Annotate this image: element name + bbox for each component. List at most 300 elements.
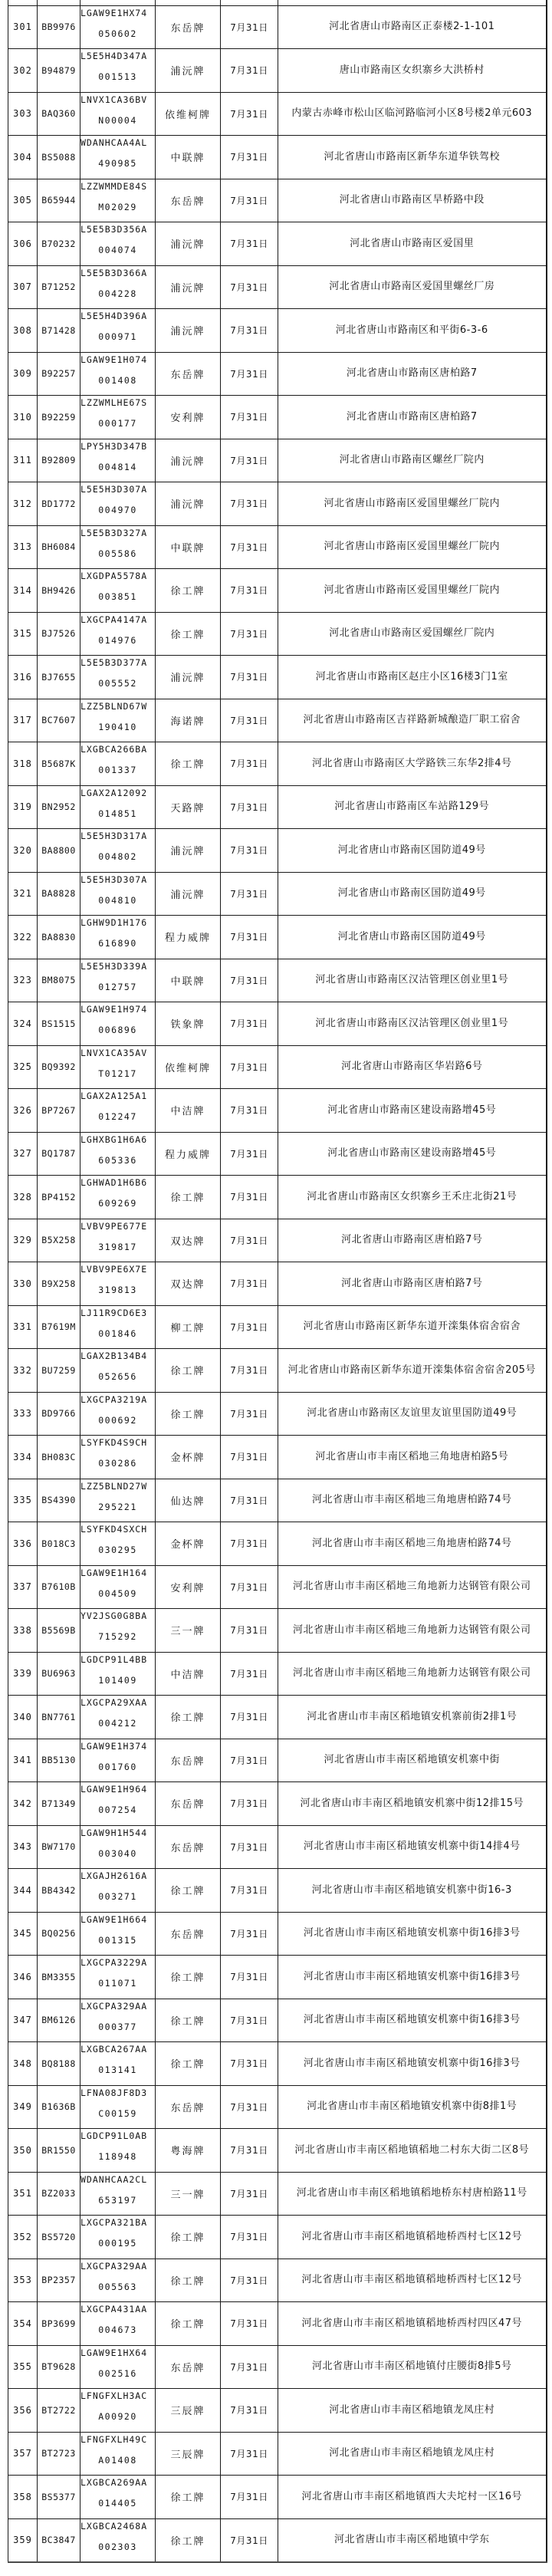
- date-value: 7月31日: [230, 1018, 268, 1030]
- vin-line1: LXGCPA329AA: [80, 2000, 148, 2012]
- address-text: 河北省唐山市丰南区稻地镇龙凤庄村: [329, 2447, 495, 2459]
- vin-cell: [80, 1132, 156, 1176]
- date-cell: [221, 1132, 278, 1176]
- plate-code: BA8800: [41, 844, 76, 856]
- vin-line1: LGAW9E1H164: [80, 1567, 148, 1578]
- vin-line2: C00159: [98, 2107, 137, 2119]
- plate-code: BU6963: [41, 1668, 76, 1679]
- plate-code: B7619M: [41, 1321, 76, 1333]
- plate-cell: [38, 1132, 80, 1176]
- vin-line1: LGHW9D1H176: [80, 917, 148, 928]
- vin-line2: 000692: [98, 1414, 137, 1426]
- date-value: 7月31日: [230, 152, 268, 163]
- row-number-cell: [8, 785, 38, 829]
- plate-code: BZ2033: [41, 2188, 76, 2199]
- plate-code: BD1772: [41, 498, 76, 509]
- address-text: 河北省唐山市丰南区稻地镇西大夫坨村一区16号: [301, 2490, 523, 2502]
- brand-name: 中洁牌: [170, 1669, 205, 1681]
- plate-code: B71252: [41, 281, 76, 293]
- stub-cell: [278, 0, 547, 5]
- vin-line1: LXGCPA431AA: [80, 2304, 148, 2314]
- brand-name: 海诺牌: [170, 716, 205, 728]
- plate-cell: [38, 2518, 80, 2562]
- stub-cell: [221, 0, 278, 5]
- row-number: 333: [13, 1408, 32, 1420]
- vin-cell: [80, 656, 156, 699]
- vin-line1: L5E5B3D377A: [80, 657, 148, 668]
- date-value: 7月31日: [230, 239, 268, 250]
- plate-code: BB9976: [41, 21, 76, 33]
- vin-cell: [80, 309, 156, 353]
- date-cell: [221, 1652, 278, 1696]
- plate-code: BS5377: [41, 2491, 76, 2502]
- plate-code: B5X258: [41, 1235, 76, 1246]
- plate-cell: [38, 1176, 80, 1219]
- address-cell: [278, 1219, 547, 1262]
- brand-name: 徐工牌: [170, 629, 205, 641]
- address-text: 河北省唐山市丰南区稻地三角地唐柏路74号: [311, 1537, 512, 1549]
- vin-cell: [80, 1782, 156, 1826]
- vin-line1: LZZWMMDE84S: [80, 180, 148, 192]
- brand-cell: [156, 1956, 221, 1999]
- address-text: 河北省唐山市路南区建设南路增45号: [327, 1147, 497, 1160]
- table-row: [8, 872, 547, 916]
- brand-name: 浦沅牌: [170, 846, 205, 858]
- address-cell: [278, 1305, 547, 1349]
- vin-line1: LGAW9E1H374: [80, 1740, 148, 1752]
- plate-code: B92809: [41, 455, 76, 466]
- table-row: [8, 1349, 547, 1393]
- date-value: 7月31日: [230, 975, 268, 986]
- address-cell: [278, 1176, 547, 1219]
- address-cell: [278, 1565, 547, 1609]
- brand-cell: [156, 92, 221, 136]
- address-text: 内蒙古赤峰市松山区临河路临河小区8号楼2单元603: [291, 107, 533, 120]
- plate-code: BC7607: [41, 715, 76, 726]
- table-row: [8, 1479, 547, 1522]
- plate-code: BQ1787: [41, 1148, 76, 1160]
- address-cell: [278, 309, 547, 353]
- brand-name: 依维柯牌: [164, 109, 211, 121]
- date-cell: [221, 1565, 278, 1609]
- table-row: [8, 352, 547, 396]
- brand-name: 安利牌: [170, 1582, 205, 1594]
- vin-cell: [80, 1565, 156, 1609]
- brand-name: 浦沅牌: [170, 499, 205, 512]
- vin-line1: L5E5H3D307A: [80, 873, 148, 885]
- brand-name: 东岳牌: [170, 1929, 205, 1941]
- row-number-cell: [8, 2432, 38, 2476]
- brand-cell: [156, 872, 221, 916]
- plate-code: B5687K: [41, 758, 76, 769]
- row-number-cell: [8, 1132, 38, 1176]
- vin-line2: A00920: [98, 2411, 137, 2422]
- row-number: 340: [13, 1711, 32, 1722]
- brand-name: 柳工牌: [170, 1322, 205, 1334]
- address-cell: [278, 2129, 547, 2173]
- date-value: 7月31日: [230, 1885, 268, 1897]
- table-row: [8, 1176, 547, 1219]
- address-cell: [278, 2216, 547, 2259]
- table-row: [8, 2389, 547, 2433]
- date-cell: [221, 612, 278, 656]
- address-cell: [278, 2389, 547, 2433]
- plate-cell: [38, 1349, 80, 1393]
- row-number: 328: [13, 1191, 32, 1202]
- brand-cell: [156, 1869, 221, 1913]
- brand-cell: [156, 1739, 221, 1782]
- date-cell: [221, 699, 278, 742]
- vin-line2: 014976: [98, 634, 137, 646]
- row-number-cell: [8, 1305, 38, 1349]
- brand-name: 东岳牌: [170, 1755, 205, 1768]
- vin-line2: 616890: [98, 938, 137, 949]
- table-row: [8, 2042, 547, 2086]
- plate-cell: [38, 309, 80, 353]
- vin-line2: 001337: [98, 765, 137, 775]
- vin-cell: [80, 829, 156, 873]
- brand-name: 天路牌: [170, 802, 205, 814]
- partial-row-top: [8, 0, 547, 5]
- vin-cell: [80, 49, 156, 93]
- brand-name: 浦沅牌: [170, 66, 205, 78]
- brand-cell: [156, 569, 221, 613]
- address-text: 河北省唐山市路南区爱国里螺丝厂院内: [324, 541, 500, 553]
- row-number-cell: [8, 92, 38, 136]
- table-row: [8, 525, 547, 569]
- date-cell: [221, 829, 278, 873]
- date-value: 7月31日: [230, 1365, 268, 1377]
- row-number-cell: [8, 1436, 38, 1479]
- row-number-cell: [8, 2129, 38, 2173]
- plate-code: B65944: [41, 195, 76, 206]
- brand-cell: [156, 1349, 221, 1393]
- brand-cell: [156, 2172, 221, 2216]
- row-number-cell: [8, 49, 38, 93]
- row-number: 319: [13, 801, 32, 813]
- brand-cell: [156, 2085, 221, 2129]
- plate-code: B1636B: [41, 2101, 76, 2113]
- vin-line1: LXGCPA329AA: [80, 2260, 148, 2272]
- date-cell: [221, 1349, 278, 1393]
- table-row: [8, 396, 547, 439]
- brand-name: 三辰牌: [170, 2406, 205, 2418]
- brand-name: 金杯牌: [170, 1539, 205, 1551]
- vehicle-records-table: [8, 0, 547, 2563]
- vin-line1: LXGDPA5578A: [80, 571, 148, 581]
- date-value: 7月31日: [230, 2058, 268, 2070]
- row-number-cell: [8, 959, 38, 1002]
- date-cell: [221, 1262, 278, 1306]
- row-number: 348: [13, 2058, 32, 2069]
- address-cell: [278, 1436, 547, 1479]
- table-row: [8, 1652, 547, 1696]
- row-number-cell: [8, 916, 38, 959]
- row-number-cell: [8, 2259, 38, 2302]
- row-number: 355: [13, 2361, 32, 2373]
- row-number-cell: [8, 1565, 38, 1609]
- vin-cell: [80, 1652, 156, 1696]
- brand-name: 三一牌: [170, 1626, 205, 1638]
- row-number-cell: [8, 136, 38, 179]
- address-text: 河北省唐山市路南区华岩路6号: [341, 1061, 483, 1073]
- address-text: 河北省唐山市路南区唐柏路7号: [341, 1234, 483, 1246]
- table-row: [8, 569, 547, 613]
- date-value: 7月31日: [230, 2232, 268, 2243]
- date-value: 7月31日: [230, 1408, 268, 1420]
- vin-cell: [80, 872, 156, 916]
- row-number: 327: [13, 1148, 32, 1160]
- vin-cell: [80, 265, 156, 309]
- vin-line1: LGAW9H1H544: [80, 1827, 148, 1838]
- address-text: 河北省唐山市丰南区稻地镇安机寨中街16-3: [311, 1883, 512, 1896]
- vin-line2: 490985: [98, 158, 137, 169]
- date-cell: [221, 1002, 278, 1046]
- date-value: 7月31日: [230, 1798, 268, 1810]
- address-text: 河北省唐山市路南区旱桥路中段: [339, 194, 485, 206]
- row-number: 350: [13, 2144, 32, 2156]
- table-row: [8, 1782, 547, 1826]
- table-row: [8, 1912, 547, 1956]
- stub-cell: [38, 0, 80, 5]
- address-text: 河北省唐山市丰南区稻地镇安机寨前街2排1号: [307, 1710, 518, 1722]
- vin-cell: [80, 179, 156, 222]
- plate-cell: [38, 2389, 80, 2433]
- vin-line1: LGDCP91L4BB: [80, 1653, 148, 1665]
- address-text: 河北省唐山市路南区新华东道开滦集体宿舍宿舍205号: [288, 1364, 536, 1376]
- plate-code: B94879: [41, 64, 76, 76]
- plate-code: BH083C: [41, 1451, 76, 1462]
- row-number-cell: [8, 742, 38, 786]
- date-value: 7月31日: [230, 1538, 268, 1550]
- vin-line1: LGAW9E1H074: [80, 354, 148, 365]
- vin-line2: 295221: [98, 1501, 137, 1512]
- row-number-cell: [8, 1609, 38, 1653]
- date-cell: [221, 2129, 278, 2173]
- plate-cell: [38, 179, 80, 222]
- address-cell: [278, 2476, 547, 2519]
- address-cell: [278, 1392, 547, 1436]
- brand-name: 铁象牌: [170, 1019, 205, 1031]
- row-number-cell: [8, 1739, 38, 1782]
- vin-line1: LXGBCA266BA: [80, 744, 148, 755]
- date-cell: [221, 352, 278, 396]
- vin-line1: LFNA08JF8D3: [80, 2087, 148, 2098]
- date-cell: [221, 136, 278, 179]
- address-cell: [278, 1002, 547, 1046]
- vin-line2: 014851: [98, 808, 137, 819]
- address-cell: [278, 916, 547, 959]
- row-number-cell: [8, 1956, 38, 1999]
- address-cell: [278, 829, 547, 873]
- table-row: [8, 1869, 547, 1913]
- address-cell: [278, 785, 547, 829]
- table-row: [8, 1089, 547, 1133]
- vin-cell: [80, 1956, 156, 1999]
- date-value: 7月31日: [230, 2188, 268, 2199]
- plate-cell: [38, 1479, 80, 1522]
- row-number-cell: [8, 699, 38, 742]
- date-cell: [221, 396, 278, 439]
- plate-cell: [38, 2432, 80, 2476]
- row-number-cell: [8, 612, 38, 656]
- vin-line2: 001315: [98, 1934, 137, 1946]
- plate-cell: [38, 742, 80, 786]
- date-cell: [221, 5, 278, 49]
- date-value: 7月31日: [230, 1625, 268, 1637]
- date-cell: [221, 1869, 278, 1913]
- vin-cell: [80, 916, 156, 959]
- row-number: 334: [13, 1451, 32, 1462]
- vin-line1: LXGCPA29XAA: [80, 1697, 148, 1708]
- row-number-cell: [8, 1262, 38, 1306]
- brand-cell: [156, 959, 221, 1002]
- row-number: 318: [13, 758, 32, 769]
- date-value: 7月31日: [230, 1235, 268, 1246]
- vin-cell: [80, 439, 156, 482]
- vin-line2: 605336: [98, 1154, 137, 1166]
- address-text: 河北省唐山市丰南区稻地镇安机寨中街16排3号: [303, 1927, 521, 1939]
- date-cell: [221, 2216, 278, 2259]
- table-row: [8, 1262, 547, 1306]
- row-number: 351: [13, 2188, 32, 2199]
- address-cell: [278, 1956, 547, 1999]
- vin-line1: L5E5H3D339A: [80, 960, 148, 972]
- date-value: 7月31日: [230, 2405, 268, 2416]
- table-row: [8, 1999, 547, 2042]
- brand-name: 东岳牌: [170, 2102, 205, 2114]
- date-value: 7月31日: [230, 412, 268, 423]
- plate-cell: [38, 222, 80, 266]
- plate-cell: [38, 2042, 80, 2086]
- date-cell: [221, 2259, 278, 2302]
- vin-line1: L5E5H4D347A: [80, 51, 148, 61]
- row-number: 346: [13, 1971, 32, 1982]
- row-number: 359: [13, 2535, 32, 2545]
- brand-cell: [156, 222, 221, 266]
- date-cell: [221, 872, 278, 916]
- plate-code: BB5130: [41, 1755, 76, 1766]
- date-cell: [221, 92, 278, 136]
- row-number: 332: [13, 1364, 32, 1376]
- date-cell: [221, 265, 278, 309]
- address-text: 河北省唐山市路南区唐柏路7: [346, 410, 478, 423]
- vin-line1: WDANHCAA2CL: [80, 2173, 148, 2185]
- vin-line2: 014405: [98, 2498, 137, 2509]
- date-value: 7月31日: [230, 672, 268, 683]
- brand-name: 徐工牌: [170, 2535, 205, 2548]
- plate-code: BQ8188: [41, 2058, 76, 2069]
- vin-line2: 052656: [98, 1371, 137, 1382]
- date-value: 7月31日: [230, 1105, 268, 1117]
- date-value: 7月31日: [230, 2492, 268, 2503]
- vin-cell: [80, 1825, 156, 1869]
- plate-code: BD9766: [41, 1408, 76, 1420]
- row-number-cell: [8, 5, 38, 49]
- address-cell: [278, 2432, 547, 2476]
- vin-line1: LGHWAD1H6B6: [80, 1177, 148, 1188]
- vin-cell: [80, 1522, 156, 1566]
- address-text: 河北省唐山市路南区爱国里螺丝厂院内: [324, 497, 500, 509]
- table-row: [8, 612, 547, 656]
- row-number-cell: [8, 1782, 38, 1826]
- address-text: 河北省唐山市路南区和平街6-3-6: [335, 324, 488, 336]
- plate-cell: [38, 829, 80, 873]
- vin-line1: LFNGFXLH49C: [80, 2433, 148, 2445]
- address-cell: [278, 265, 547, 309]
- date-value: 7月31日: [230, 1278, 268, 1290]
- brand-name: 中洁牌: [170, 1106, 205, 1118]
- brand-name: 东岳牌: [170, 2362, 205, 2374]
- brand-name: 浦沅牌: [170, 673, 205, 685]
- row-number-cell: [8, 309, 38, 353]
- address-text: 河北省唐山市路南区汉沽管理区创业里1号: [315, 1017, 509, 1029]
- plate-code: BW7170: [41, 1841, 76, 1853]
- row-number: 307: [13, 281, 32, 293]
- vin-line1: LSYFKD4S9CH: [80, 1437, 148, 1448]
- plate-code: BM8075: [41, 975, 76, 986]
- date-value: 7月31日: [230, 2361, 268, 2373]
- address-text: 河北省唐山市丰南区稻地三角地新力达钢管有限公司: [292, 1667, 531, 1679]
- date-value: 7月31日: [230, 21, 268, 33]
- row-number: 353: [13, 2275, 32, 2286]
- address-cell: [278, 482, 547, 526]
- plate-code: BM6126: [41, 2015, 76, 2026]
- address-cell: [278, 959, 547, 1002]
- address-text: 河北省唐山市丰南区稻地镇安机寨中街14排4号: [303, 1841, 521, 1853]
- vin-line1: L5E5H3D307A: [80, 484, 148, 495]
- brand-name: 依维柯牌: [164, 1062, 211, 1074]
- address-cell: [278, 222, 547, 266]
- address-cell: [278, 872, 547, 916]
- address-text: 河北省唐山市丰南区稻地镇付庄腰街8排5号: [311, 2361, 512, 2373]
- address-text: 河北省唐山市丰南区稻地镇稻地桥西村七区12号: [301, 2230, 523, 2242]
- vin-cell: [80, 2172, 156, 2216]
- table-row: [8, 1522, 547, 1566]
- row-number: 336: [13, 1538, 32, 1549]
- vin-line2: 012247: [98, 1111, 137, 1122]
- vin-line1: L5E5B3D356A: [80, 224, 148, 235]
- vin-cell: [80, 92, 156, 136]
- plate-code: BN2952: [41, 801, 76, 813]
- brand-cell: [156, 1912, 221, 1956]
- address-text: 河北省唐山市路南区国防道49号: [337, 930, 486, 943]
- vin-cell: [80, 699, 156, 742]
- brand-name: 徐工牌: [170, 2232, 205, 2245]
- vin-cell: [80, 482, 156, 526]
- table-row: [8, 1305, 547, 1349]
- table-body: [8, 0, 547, 2562]
- date-value: 7月31日: [230, 281, 268, 293]
- date-cell: [221, 785, 278, 829]
- plate-cell: [38, 2302, 80, 2346]
- vin-line2: 003851: [98, 591, 137, 602]
- stub-cell: [156, 0, 221, 5]
- plate-code: BA8830: [41, 931, 76, 943]
- address-cell: [278, 179, 547, 222]
- table-row: [8, 2085, 547, 2129]
- address-cell: [278, 2042, 547, 2086]
- date-value: 7月31日: [230, 1581, 268, 1593]
- plate-cell: [38, 1436, 80, 1479]
- plate-cell: [38, 92, 80, 136]
- row-number-cell: [8, 1002, 38, 1046]
- row-number: 358: [13, 2491, 32, 2502]
- row-number: 320: [13, 844, 32, 856]
- brand-name: 浦沅牌: [170, 326, 205, 338]
- table-row: [8, 1956, 547, 1999]
- brand-cell: [156, 179, 221, 222]
